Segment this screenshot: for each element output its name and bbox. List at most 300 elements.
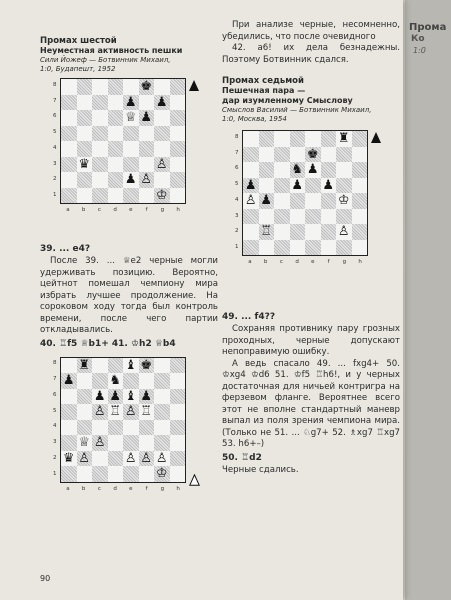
board-square xyxy=(154,141,170,157)
chess-piece-icon: ♙ xyxy=(124,404,137,420)
section-title: Промах седьмой xyxy=(222,76,304,86)
board-square xyxy=(139,188,155,204)
board-square xyxy=(77,110,93,126)
board-square xyxy=(123,466,139,482)
rank-label: 3 xyxy=(53,439,57,446)
board-square xyxy=(123,79,139,95)
board-square xyxy=(154,157,170,173)
board-square xyxy=(108,95,124,111)
rank-label: 2 xyxy=(53,454,57,461)
board-square xyxy=(321,240,337,256)
chess-piece-icon: ♔ xyxy=(155,187,168,203)
board-square xyxy=(336,162,352,178)
board-square xyxy=(170,79,186,95)
chess-piece-icon: ♟ xyxy=(244,177,257,193)
board-square xyxy=(305,193,321,209)
board-square xyxy=(61,466,77,482)
board-square xyxy=(139,420,155,436)
board-square xyxy=(123,188,139,204)
chess-board xyxy=(60,357,186,483)
board-square xyxy=(321,162,337,178)
rank-label: 6 xyxy=(235,165,239,172)
board-square xyxy=(154,389,170,405)
board-square xyxy=(352,162,368,178)
board-square xyxy=(274,178,290,194)
board-square xyxy=(77,466,93,482)
file-label: e xyxy=(311,259,315,265)
board-square xyxy=(352,209,368,225)
chess-piece-icon: ♜ xyxy=(337,131,350,147)
board-square xyxy=(61,157,77,173)
board-square xyxy=(259,209,275,225)
rank-label: 7 xyxy=(235,149,239,156)
board-square xyxy=(139,110,155,126)
board-square xyxy=(61,404,77,420)
rank-label: 4 xyxy=(53,423,57,430)
next-page-subtitle: Ко xyxy=(411,34,425,44)
rank-label: 6 xyxy=(53,391,57,398)
file-label: g xyxy=(160,485,165,492)
board-square xyxy=(154,126,170,142)
board-square xyxy=(170,172,186,188)
chess-piece-icon: ♔ xyxy=(337,193,350,209)
board-square xyxy=(170,358,186,374)
board-square xyxy=(170,126,186,142)
rank-label: 8 xyxy=(53,360,57,367)
board-square xyxy=(336,193,352,209)
board-square xyxy=(77,157,93,173)
board-square xyxy=(274,240,290,256)
board-square xyxy=(108,157,124,173)
board-square xyxy=(259,178,275,194)
rank-label: 7 xyxy=(53,97,57,104)
board-square xyxy=(259,240,275,256)
board-square xyxy=(77,79,93,95)
chess-piece-icon: ♙ xyxy=(140,172,153,188)
board-square xyxy=(290,162,306,178)
board-square xyxy=(154,373,170,389)
board-square xyxy=(123,110,139,126)
chess-piece-icon: ♟ xyxy=(140,110,153,126)
board-square xyxy=(259,131,275,147)
board-square xyxy=(92,358,108,374)
rank-label: 8 xyxy=(235,133,239,140)
board-square xyxy=(61,188,77,204)
side-to-move-icon xyxy=(189,80,199,91)
rank-label: 1 xyxy=(235,244,239,251)
chess-board xyxy=(242,130,368,256)
move-line: 49. ... f4?? xyxy=(222,312,276,322)
board-square xyxy=(243,193,259,209)
file-label: a xyxy=(66,207,70,213)
board-square xyxy=(243,147,259,163)
chess-diagram-3 xyxy=(232,130,382,290)
next-page-edge xyxy=(405,0,451,600)
rank-label: 4 xyxy=(235,196,239,203)
board-square xyxy=(170,141,186,157)
chess-piece-icon: ♟ xyxy=(62,373,75,389)
board-square xyxy=(170,373,186,389)
board-square xyxy=(259,224,275,240)
section-subtitle: дар изумленному Смыслову xyxy=(222,96,353,105)
board-square xyxy=(123,126,139,142)
board-square xyxy=(61,95,77,111)
section-title: Промах шестой xyxy=(40,36,117,46)
board-square xyxy=(61,358,77,374)
board-square xyxy=(321,224,337,240)
chess-piece-icon: ♕ xyxy=(78,435,91,451)
side-to-move-icon xyxy=(371,132,381,143)
board-square xyxy=(352,193,368,209)
board-square xyxy=(139,451,155,467)
board-square xyxy=(108,188,124,204)
board-square xyxy=(108,420,124,436)
board-square xyxy=(154,188,170,204)
board-square xyxy=(154,172,170,188)
board-square xyxy=(321,178,337,194)
chess-piece-icon: ♟ xyxy=(291,177,304,193)
board-square xyxy=(123,435,139,451)
board-square xyxy=(123,172,139,188)
rank-label: 5 xyxy=(235,181,239,188)
board-square xyxy=(108,126,124,142)
board-square xyxy=(139,157,155,173)
rank-label: 3 xyxy=(53,160,57,167)
move-line: 40. ♖f5 ♕b1+ 41. ♔h2 ♕b4 xyxy=(40,338,176,349)
board-square xyxy=(123,95,139,111)
board-square xyxy=(170,451,186,467)
board-square xyxy=(92,95,108,111)
chess-piece-icon: ♟ xyxy=(124,172,137,188)
chess-piece-icon: ♟ xyxy=(306,162,319,178)
board-square xyxy=(123,373,139,389)
board-square xyxy=(77,95,93,111)
board-square xyxy=(61,110,77,126)
file-label: g xyxy=(160,207,165,213)
board-square xyxy=(61,435,77,451)
rank-label: 3 xyxy=(235,212,239,219)
page-number: 90 xyxy=(40,574,51,583)
board-square xyxy=(61,126,77,142)
board-square xyxy=(352,240,368,256)
board-square xyxy=(123,389,139,405)
board-square xyxy=(290,209,306,225)
board-square xyxy=(305,240,321,256)
board-square xyxy=(274,209,290,225)
board-square xyxy=(259,147,275,163)
commentary-paragraph: Сохраняя противнику пару грозных проходных, черные допускают непоправимую ошибку. xyxy=(222,324,400,357)
chess-piece-icon: ♚ xyxy=(140,79,153,95)
board-square xyxy=(290,178,306,194)
board-square xyxy=(352,131,368,147)
board-square xyxy=(154,404,170,420)
board-square xyxy=(92,451,108,467)
file-label: f xyxy=(327,259,330,265)
board-square xyxy=(77,141,93,157)
board-square xyxy=(305,147,321,163)
commentary-paragraph: А ведь спасало 49. ... fxg4+ 50. ♔xg4 ♔d6 51. ♔f5 ♖h6!, и у черных достаточная для ничьей контригра на ферзевом фланге. Вероятнее всего этот не вполне стандартный маневр выпал из поля зрения чемпиона мира. (Только не 51. ... ♘g7+ 52. ♗xg7 ♖xg7 53. h6+–) xyxy=(222,358,400,449)
board-square xyxy=(123,157,139,173)
board-square xyxy=(290,240,306,256)
board-square xyxy=(77,126,93,142)
board-square xyxy=(92,79,108,95)
chess-piece-icon: ♖ xyxy=(260,224,273,240)
file-label: g xyxy=(342,259,347,265)
next-page-title: Прома xyxy=(409,22,447,33)
board-square xyxy=(139,389,155,405)
chess-piece-icon: ♟ xyxy=(140,388,153,404)
board-square xyxy=(170,95,186,111)
chess-piece-icon: ♙ xyxy=(124,450,137,466)
file-label: c xyxy=(279,259,283,265)
board-square xyxy=(243,178,259,194)
board-square xyxy=(305,209,321,225)
board-square xyxy=(259,193,275,209)
board-square xyxy=(77,172,93,188)
chess-piece-icon: ♙ xyxy=(93,435,106,451)
board-square xyxy=(92,435,108,451)
board-square xyxy=(290,131,306,147)
chess-piece-icon: ♙ xyxy=(337,224,350,240)
board-square xyxy=(123,420,139,436)
board-square xyxy=(139,126,155,142)
board-square xyxy=(274,193,290,209)
move-line: 50. ♖d2 xyxy=(222,452,262,463)
board-square xyxy=(243,209,259,225)
right-column xyxy=(222,20,400,476)
board-square xyxy=(92,157,108,173)
board-square xyxy=(139,172,155,188)
chess-piece-icon: ♟ xyxy=(322,177,335,193)
board-square xyxy=(243,162,259,178)
chess-diagram-1 xyxy=(50,78,200,238)
board-square xyxy=(108,389,124,405)
chess-piece-icon: ♞ xyxy=(291,162,304,178)
file-label: f xyxy=(145,485,148,492)
board-square xyxy=(305,178,321,194)
game-event: 1:0, Москва, 1954 xyxy=(222,115,287,123)
rank-label: 8 xyxy=(53,81,57,88)
chess-piece-icon: ♛ xyxy=(62,450,75,466)
rank-label: 1 xyxy=(53,470,57,477)
board-square xyxy=(92,141,108,157)
commentary-paragraph: Черные сдались. xyxy=(222,464,299,475)
chess-board xyxy=(60,78,186,204)
file-label: e xyxy=(129,207,133,213)
board-square xyxy=(154,451,170,467)
board-square xyxy=(139,373,155,389)
board-square xyxy=(92,404,108,420)
file-label: f xyxy=(145,207,148,213)
chess-piece-icon: ♙ xyxy=(78,450,91,466)
board-square xyxy=(77,389,93,405)
chess-piece-icon: ♛ xyxy=(78,156,91,172)
chess-piece-icon: ♝ xyxy=(124,357,137,373)
chess-piece-icon: ♝ xyxy=(124,388,137,404)
commentary-paragraph: После 39. ... ♕e2 черные могли удерживать позицию. Вероятно, цейтнот помешал чемпиону мира избрать лучшее продолжение. На сороковом ходу тогда был контроль времени, после чего партии откладывались. xyxy=(40,256,218,335)
board-square xyxy=(243,240,259,256)
board-square xyxy=(154,466,170,482)
board-square xyxy=(243,131,259,147)
board-square xyxy=(92,188,108,204)
board-square xyxy=(154,420,170,436)
commentary-paragraph: При анализе черные, несомненно, убедились, что после очевидного xyxy=(222,20,400,42)
board-square xyxy=(170,157,186,173)
board-square xyxy=(274,147,290,163)
board-square xyxy=(336,178,352,194)
chess-piece-icon: ♙ xyxy=(244,193,257,209)
board-square xyxy=(61,451,77,467)
board-square xyxy=(77,358,93,374)
chess-piece-icon: ♟ xyxy=(124,94,137,110)
board-square xyxy=(123,358,139,374)
board-square xyxy=(170,110,186,126)
board-square xyxy=(77,451,93,467)
rank-label: 5 xyxy=(53,407,57,414)
chess-piece-icon: ♟ xyxy=(93,388,106,404)
board-square xyxy=(108,451,124,467)
board-square xyxy=(92,110,108,126)
board-square xyxy=(139,435,155,451)
board-square xyxy=(170,420,186,436)
file-label: c xyxy=(97,485,101,492)
chess-piece-icon: ♞ xyxy=(109,373,122,389)
file-label: b xyxy=(81,485,86,492)
board-square xyxy=(77,420,93,436)
rank-label: 2 xyxy=(235,228,239,235)
board-square xyxy=(336,147,352,163)
commentary-paragraph: 42. a6! их дела безнадежны. Поэтому Ботвинник сдался. xyxy=(222,43,400,65)
board-square xyxy=(139,358,155,374)
board-square xyxy=(352,224,368,240)
chess-piece-icon: ♟ xyxy=(260,193,273,209)
chess-piece-icon: ♟ xyxy=(109,388,122,404)
board-square xyxy=(108,172,124,188)
board-square xyxy=(61,172,77,188)
board-square xyxy=(290,224,306,240)
board-square xyxy=(154,79,170,95)
file-label: b xyxy=(263,259,268,265)
board-square xyxy=(61,141,77,157)
file-label: d xyxy=(113,207,117,213)
board-square xyxy=(123,141,139,157)
board-square xyxy=(154,95,170,111)
board-square xyxy=(139,466,155,482)
rank-label: 5 xyxy=(53,129,57,136)
chess-piece-icon: ♟ xyxy=(155,94,168,110)
board-square xyxy=(321,193,337,209)
board-square xyxy=(170,435,186,451)
board-square xyxy=(170,404,186,420)
board-square xyxy=(108,79,124,95)
board-square xyxy=(305,162,321,178)
section-subtitle: Пешечная пара — xyxy=(222,86,306,95)
chess-piece-icon: ♖ xyxy=(109,404,122,420)
board-square xyxy=(321,209,337,225)
board-square xyxy=(154,358,170,374)
chess-piece-icon: ♚ xyxy=(140,357,153,373)
board-square xyxy=(170,389,186,405)
board-square xyxy=(77,188,93,204)
board-square xyxy=(108,466,124,482)
game-players: Сили Йожеф — Ботвинник Михаил, xyxy=(40,56,171,64)
board-square xyxy=(108,110,124,126)
board-square xyxy=(77,373,93,389)
board-square xyxy=(61,79,77,95)
board-square xyxy=(61,389,77,405)
board-square xyxy=(259,162,275,178)
file-label: d xyxy=(295,259,299,265)
chess-piece-icon: ♚ xyxy=(306,146,319,162)
chess-piece-icon: ♔ xyxy=(155,466,168,482)
rank-label: 7 xyxy=(53,376,57,383)
board-square xyxy=(92,172,108,188)
board-square xyxy=(139,79,155,95)
board-square xyxy=(139,141,155,157)
file-label: h xyxy=(176,207,180,213)
game-event: 1:0, Будапешт, 1952 xyxy=(40,65,116,73)
board-square xyxy=(108,358,124,374)
board-square xyxy=(170,188,186,204)
board-square xyxy=(92,466,108,482)
board-square xyxy=(305,131,321,147)
board-square xyxy=(243,224,259,240)
board-square xyxy=(108,404,124,420)
chess-piece-icon: ♙ xyxy=(155,156,168,172)
board-square xyxy=(61,373,77,389)
board-square xyxy=(321,147,337,163)
board-square xyxy=(352,147,368,163)
board-square xyxy=(274,162,290,178)
board-square xyxy=(154,435,170,451)
board-square xyxy=(108,373,124,389)
next-page-event: 1:0 xyxy=(413,46,426,55)
move-line: 39. ... e4? xyxy=(40,244,91,254)
board-square xyxy=(321,131,337,147)
board-square xyxy=(61,420,77,436)
board-square xyxy=(336,131,352,147)
board-square xyxy=(336,224,352,240)
board-square xyxy=(77,404,93,420)
game-players: Смыслов Василий — Ботвинник Михаил, xyxy=(222,106,372,114)
chess-piece-icon: ♕ xyxy=(124,110,137,126)
board-square xyxy=(92,373,108,389)
board-square xyxy=(139,95,155,111)
chess-piece-icon: ♖ xyxy=(140,404,153,420)
section-subtitle: Неуместная активность пешки xyxy=(40,46,183,55)
rank-label: 6 xyxy=(53,113,57,120)
chess-diagram-2 xyxy=(50,357,200,517)
board-square xyxy=(336,209,352,225)
chess-piece-icon: ♙ xyxy=(93,404,106,420)
chess-piece-icon: ♜ xyxy=(78,357,91,373)
board-square xyxy=(139,404,155,420)
rank-label: 2 xyxy=(53,176,57,183)
board-square xyxy=(305,224,321,240)
board-square xyxy=(108,141,124,157)
board-square xyxy=(352,178,368,194)
board-square xyxy=(274,131,290,147)
board-square xyxy=(77,435,93,451)
board-square xyxy=(290,147,306,163)
file-label: a xyxy=(248,259,252,265)
file-label: c xyxy=(97,207,101,213)
left-column xyxy=(40,36,218,517)
board-square xyxy=(92,389,108,405)
chess-piece-icon: ♙ xyxy=(155,450,168,466)
rank-label: 1 xyxy=(53,192,57,199)
board-square xyxy=(274,224,290,240)
